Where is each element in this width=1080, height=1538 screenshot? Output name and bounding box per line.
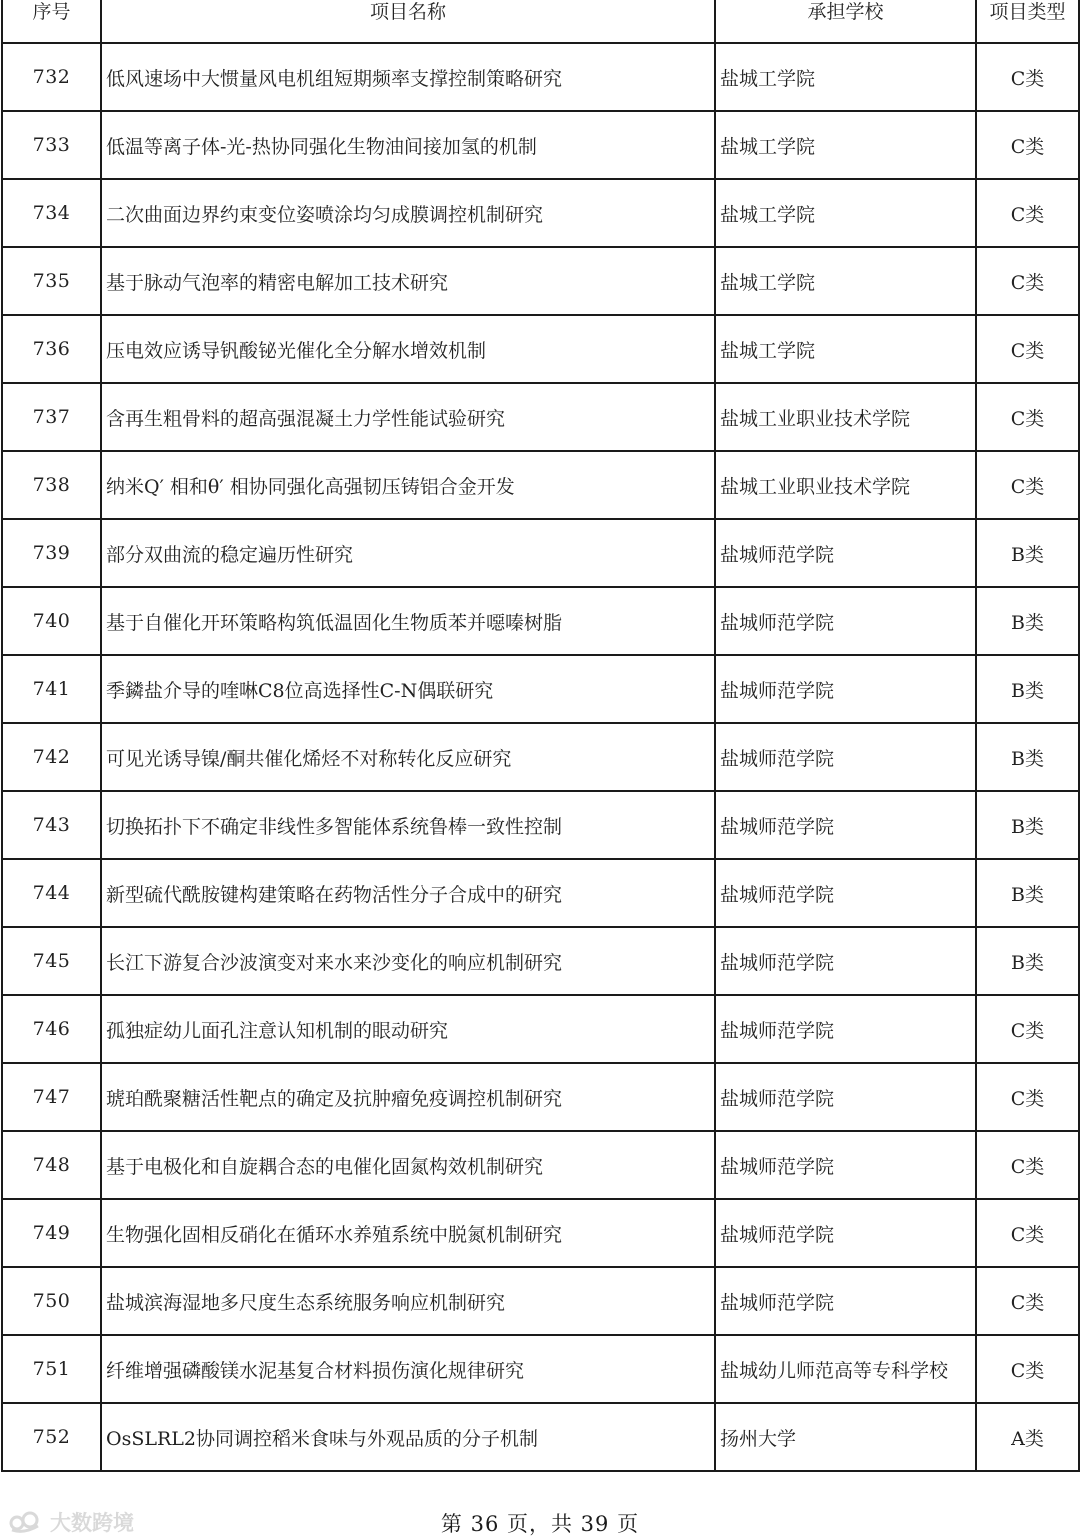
table-row bbox=[2, 927, 1079, 995]
table-row bbox=[2, 247, 1079, 315]
table-row bbox=[2, 1267, 1079, 1335]
header-no: 序号 bbox=[2, 0, 101, 43]
cell-project-name: OsSLRL2协同调控稻米食味与外观品质的分子机制 bbox=[101, 1403, 715, 1471]
table-row bbox=[2, 655, 1079, 723]
cell-no: 741 bbox=[2, 655, 101, 723]
cell-project-name: 基于脉动气泡率的精密电解加工技术研究 bbox=[101, 247, 715, 315]
cell-school: 盐城工学院 bbox=[715, 247, 976, 315]
cell-project-type: C类 bbox=[976, 111, 1079, 179]
cell-no: 748 bbox=[2, 1131, 101, 1199]
cell-school: 盐城师范学院 bbox=[715, 519, 976, 587]
cell-school: 盐城工业职业技术学院 bbox=[715, 451, 976, 519]
cell-school: 盐城师范学院 bbox=[715, 723, 976, 791]
cell-school: 盐城师范学院 bbox=[715, 655, 976, 723]
cell-school: 盐城工学院 bbox=[715, 111, 976, 179]
table-row bbox=[2, 179, 1079, 247]
cell-project-name: 基于电极化和自旋耦合态的电催化固氮构效机制研究 bbox=[101, 1131, 715, 1199]
cell-project-name: 可见光诱导镍/酮共催化烯烃不对称转化反应研究 bbox=[101, 723, 715, 791]
cell-project-name: 纤维增强磷酸镁水泥基复合材料损伤演化规律研究 bbox=[101, 1335, 715, 1403]
table-row bbox=[2, 1063, 1079, 1131]
cell-project-type: B类 bbox=[976, 655, 1079, 723]
cell-project-type: B类 bbox=[976, 519, 1079, 587]
cell-no: 734 bbox=[2, 179, 101, 247]
cell-project-type: C类 bbox=[976, 179, 1079, 247]
cell-project-name: 部分双曲流的稳定遍历性研究 bbox=[101, 519, 715, 587]
cell-project-type: C类 bbox=[976, 1199, 1079, 1267]
cell-project-type: C类 bbox=[976, 995, 1079, 1063]
cell-no: 739 bbox=[2, 519, 101, 587]
cell-no: 737 bbox=[2, 383, 101, 451]
cell-project-name: 低温等离子体-光-热协同强化生物油间接加氢的机制 bbox=[101, 111, 715, 179]
cell-project-type: C类 bbox=[976, 1131, 1079, 1199]
cell-school: 盐城师范学院 bbox=[715, 1063, 976, 1131]
project-table bbox=[1, 0, 1080, 1472]
cell-project-type: C类 bbox=[976, 315, 1079, 383]
cell-school: 盐城工学院 bbox=[715, 179, 976, 247]
cell-project-type: C类 bbox=[976, 1335, 1079, 1403]
cell-school: 盐城师范学院 bbox=[715, 1199, 976, 1267]
table-row bbox=[2, 519, 1079, 587]
cell-project-type: C类 bbox=[976, 1063, 1079, 1131]
cell-project-type: B类 bbox=[976, 587, 1079, 655]
header-school: 承担学校 bbox=[715, 0, 976, 43]
cell-school: 盐城师范学院 bbox=[715, 791, 976, 859]
cell-project-name: 琥珀酰聚糖活性靶点的确定及抗肿瘤免疫调控机制研究 bbox=[101, 1063, 715, 1131]
cell-no: 752 bbox=[2, 1403, 101, 1471]
cell-school: 盐城师范学院 bbox=[715, 927, 976, 995]
table-row bbox=[2, 1335, 1079, 1403]
cell-school: 盐城师范学院 bbox=[715, 1131, 976, 1199]
cell-project-name: 季鏻盐介导的喹啉C8位高选择性C-N偶联研究 bbox=[101, 655, 715, 723]
cell-project-name: 长江下游复合沙波演变对来水来沙变化的响应机制研究 bbox=[101, 927, 715, 995]
cell-project-name: 二次曲面边界约束变位姿喷涂均匀成膜调控机制研究 bbox=[101, 179, 715, 247]
cell-no: 740 bbox=[2, 587, 101, 655]
cell-school: 盐城师范学院 bbox=[715, 587, 976, 655]
cell-project-name: 孤独症幼儿面孔注意认知机制的眼动研究 bbox=[101, 995, 715, 1063]
table-row bbox=[2, 587, 1079, 655]
cell-project-name: 含再生粗骨料的超高强混凝土力学性能试验研究 bbox=[101, 383, 715, 451]
cell-project-name: 纳米Q′ 相和θ′ 相协同强化高强韧压铸铝合金开发 bbox=[101, 451, 715, 519]
cell-project-type: B类 bbox=[976, 927, 1079, 995]
cell-school: 盐城师范学院 bbox=[715, 859, 976, 927]
table-row bbox=[2, 43, 1079, 111]
page-indicator: 第 36 页，共 39 页 bbox=[440, 1512, 640, 1536]
cell-project-name: 基于自催化开环策略构筑低温固化生物质苯并噁嗪树脂 bbox=[101, 587, 715, 655]
header-row bbox=[2, 0, 1079, 43]
cell-project-type: C类 bbox=[976, 451, 1079, 519]
page-footer bbox=[0, 1506, 1080, 1536]
cell-no: 745 bbox=[2, 927, 101, 995]
table-row bbox=[2, 383, 1079, 451]
cell-project-type: C类 bbox=[976, 383, 1079, 451]
table-row bbox=[2, 315, 1079, 383]
cell-school: 盐城工业职业技术学院 bbox=[715, 383, 976, 451]
cell-school: 扬州大学 bbox=[715, 1403, 976, 1471]
cell-project-name: 切换拓扑下不确定非线性多智能体系统鲁棒一致性控制 bbox=[101, 791, 715, 859]
cell-project-name: 生物强化固相反硝化在循环水养殖系统中脱氮机制研究 bbox=[101, 1199, 715, 1267]
table-row bbox=[2, 995, 1079, 1063]
cell-no: 751 bbox=[2, 1335, 101, 1403]
header-project-name: 项目名称 bbox=[101, 0, 715, 43]
cell-school: 盐城师范学院 bbox=[715, 995, 976, 1063]
cell-school: 盐城师范学院 bbox=[715, 1267, 976, 1335]
cell-project-type: C类 bbox=[976, 43, 1079, 111]
table-body bbox=[2, 43, 1079, 1471]
table-row bbox=[2, 1199, 1079, 1267]
table-row bbox=[2, 791, 1079, 859]
cell-school: 盐城工学院 bbox=[715, 43, 976, 111]
cell-school: 盐城幼儿师范高等专科学校 bbox=[715, 1335, 976, 1403]
cell-project-name: 盐城滨海湿地多尺度生态系统服务响应机制研究 bbox=[101, 1267, 715, 1335]
cell-school: 盐城工学院 bbox=[715, 315, 976, 383]
cell-no: 732 bbox=[2, 43, 101, 111]
watermark-text: 大数跨境 bbox=[50, 1511, 134, 1535]
cell-no: 744 bbox=[2, 859, 101, 927]
table-row bbox=[2, 1403, 1079, 1471]
table-row bbox=[2, 1131, 1079, 1199]
table-row bbox=[2, 111, 1079, 179]
cell-project-type: B类 bbox=[976, 791, 1079, 859]
cell-no: 750 bbox=[2, 1267, 101, 1335]
cell-no: 733 bbox=[2, 111, 101, 179]
header-project-type: 项目类型 bbox=[976, 0, 1079, 43]
cell-no: 736 bbox=[2, 315, 101, 383]
cell-no: 747 bbox=[2, 1063, 101, 1131]
cell-project-name: 新型硫代酰胺键构建策略在药物活性分子合成中的研究 bbox=[101, 859, 715, 927]
table-row bbox=[2, 723, 1079, 791]
cell-no: 742 bbox=[2, 723, 101, 791]
cell-project-type: A类 bbox=[976, 1403, 1079, 1471]
cell-project-name: 压电效应诱导钒酸铋光催化全分解水增效机制 bbox=[101, 315, 715, 383]
cell-project-type: B类 bbox=[976, 723, 1079, 791]
cell-no: 749 bbox=[2, 1199, 101, 1267]
cell-no: 743 bbox=[2, 791, 101, 859]
cell-project-type: C类 bbox=[976, 247, 1079, 315]
cell-no: 746 bbox=[2, 995, 101, 1063]
cell-no: 735 bbox=[2, 247, 101, 315]
cell-project-type: C类 bbox=[976, 1267, 1079, 1335]
cell-no: 738 bbox=[2, 451, 101, 519]
table-row bbox=[2, 451, 1079, 519]
table-row bbox=[2, 859, 1079, 927]
cell-project-name: 低风速场中大惯量风电机组短期频率支撑控制策略研究 bbox=[101, 43, 715, 111]
cell-project-type: B类 bbox=[976, 859, 1079, 927]
table-header bbox=[2, 0, 1079, 43]
